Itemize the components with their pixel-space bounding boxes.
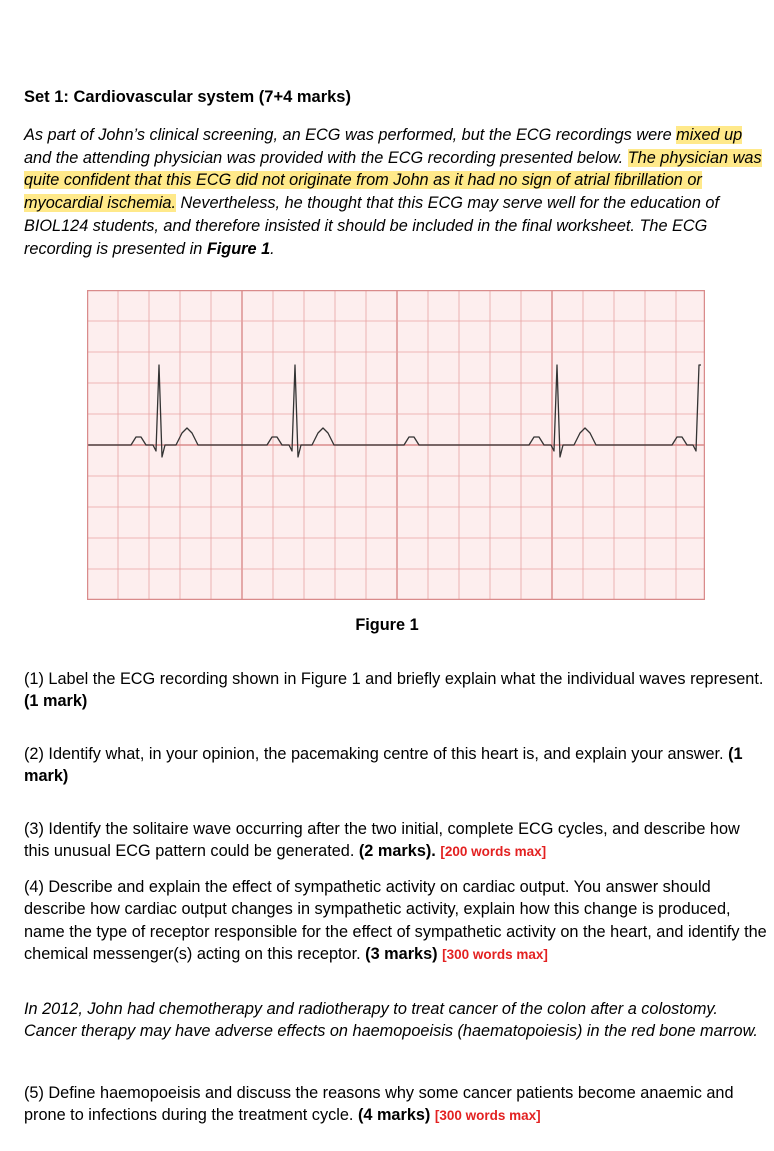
question-2 [24,743,769,788]
intro-text-2: and the attending physician was provided with the ECG recording presented below. [24,148,628,167]
question-4 [24,876,769,966]
question-4-word-limit: [300 words max] [442,946,548,962]
intro-paragraph [24,124,769,260]
section-heading: Set 1: Cardiovascular system (7+4 marks) [24,88,351,106]
ecg-figure [87,290,705,600]
question-5-word-limit: [300 words max] [434,1108,541,1124]
question-2-text: (2) Identify what, in your opinion, the pacemaking centre of this heart is, and explain your answer. [24,745,729,763]
context-paragraph: In 2012, John had chemotherapy and radiotherapy to treat cancer of the colon after a colostomy. Cancer therapy may have adverse effects on haemopoeisis (haematopoiesis) in the red bone marrow. [24,1000,758,1041]
question-2-marks: (1 mark) [24,745,743,786]
intro-highlight-1: mixed up [676,126,743,144]
question-3 [24,818,769,864]
intro-highlight-2: The physician was quite confident that this ECG did not originate from John as it had no sign of atrial fibrillation or myocardial ischemia. [24,148,762,213]
question-3-marks: (2 marks). [358,842,436,861]
question-5 [24,1082,769,1128]
question-4-marks: (3 marks) [365,944,438,963]
question-4-text: (4) Describe and explain the effect of sympathetic activity on cardiac output. You answer should describe how cardiac output changes in sympathetic activity, explain how this change is produced, name the type of receptor responsible for the effect of sympathetic activity on the heart, and identify the chemical messenger(s) acting on this receptor. [24,878,767,963]
intro-figure-ref: Figure 1 [206,239,271,258]
question-1 [24,668,769,713]
intro-end: . [270,239,275,258]
intro-text-1: As part of John’s clinical screening, an ECG was performed, but the ECG recordings were [24,126,677,144]
figure-caption: Figure 1 [355,616,419,634]
question-3-text: (3) Identify the solitaire wave occurring after the two initial, complete ECG cycles, and describe how this unusual ECG pattern could be generated. [24,820,740,861]
question-1-marks: (1 mark) [24,692,88,711]
question-5-text: (5) Define haemopoeisis and discuss the reasons why some cancer patients become anaemic and prone to infections during the treatment cycle. [24,1084,734,1125]
question-1-text: (1) Label the ECG recording shown in Figure 1 and briefly explain what the individual waves represent. [24,670,764,688]
question-3-word-limit: [200 words max] [440,844,547,860]
question-5-marks: (4 marks) [357,1106,431,1125]
ecg-recording [87,290,705,600]
intro-text-3: Nevertheless, he thought that this ECG may serve well for the education of BIOL124 students, and therefore insisted it should be included in the final worksheet. The ECG recording is presented in [24,194,720,258]
